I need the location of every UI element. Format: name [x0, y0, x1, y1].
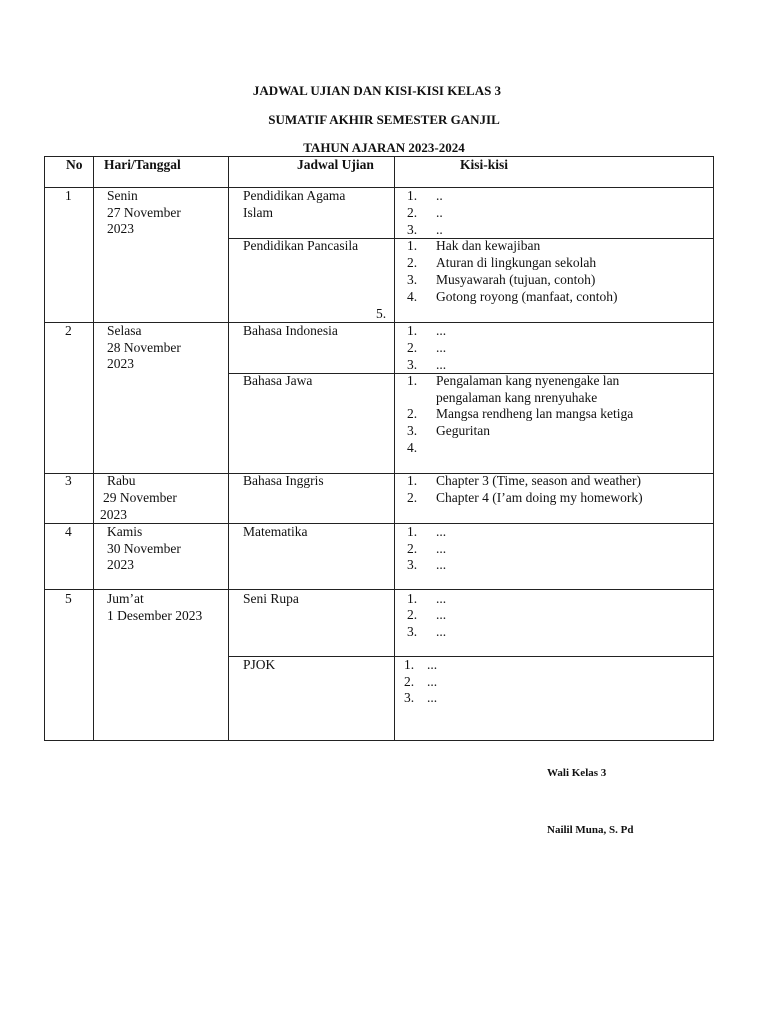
- row-day: Selasa 28 November 2023: [107, 323, 181, 372]
- subject-name: Seni Rupa: [243, 591, 299, 606]
- subject-name: Bahasa Indonesia: [243, 323, 338, 338]
- header-grid: Kisi-kisi: [460, 157, 509, 172]
- header-day: Hari/Tanggal: [104, 157, 181, 172]
- row-number: 1: [65, 188, 72, 203]
- subject-name: Matematika: [243, 524, 308, 539]
- academic-year: TAHUN AJARAN 2023-2024: [303, 140, 465, 155]
- header-no: No: [66, 157, 83, 172]
- row-number: 3: [65, 473, 72, 488]
- row-number: 2: [65, 323, 72, 338]
- subject-name: Pendidikan Agama Islam: [243, 188, 346, 220]
- subject-name: Pendidikan Pancasila: [243, 238, 359, 253]
- stray-number: 5.: [376, 306, 387, 321]
- subject-name: PJOK: [243, 657, 276, 672]
- row-divider: [44, 589, 714, 590]
- row-divider: [44, 740, 714, 741]
- subject-name: Bahasa Jawa: [243, 373, 313, 388]
- column-divider: [394, 156, 395, 741]
- row-number: 5: [65, 591, 72, 606]
- row-day: Senin 27 November 2023: [107, 188, 181, 237]
- document-title: JADWAL UJIAN DAN KISI-KISI KELAS 3: [252, 83, 502, 98]
- document-subtitle: SUMATIF AKHIR SEMESTER GANJIL: [268, 112, 500, 127]
- signature-role: Wali Kelas 3: [547, 767, 607, 779]
- signature-name: Nailil Muna, S. Pd: [547, 824, 634, 836]
- row-day-name: Rabu: [107, 473, 136, 488]
- column-divider: [228, 156, 229, 741]
- row-number: 4: [65, 524, 72, 539]
- table-border-left: [44, 156, 45, 741]
- row-date: 29 November: [103, 490, 177, 505]
- row-year: 2023: [100, 507, 127, 522]
- row-day: Jum’at 1 Desember 2023: [107, 591, 203, 623]
- row-divider: [228, 656, 714, 657]
- header-exam: Jadwal Ujian: [297, 157, 374, 172]
- column-divider: [93, 156, 94, 741]
- table-border-right: [713, 156, 714, 741]
- row-day: Kamis 30 November 2023: [107, 524, 181, 573]
- subject-name: Bahasa Inggris: [243, 473, 324, 488]
